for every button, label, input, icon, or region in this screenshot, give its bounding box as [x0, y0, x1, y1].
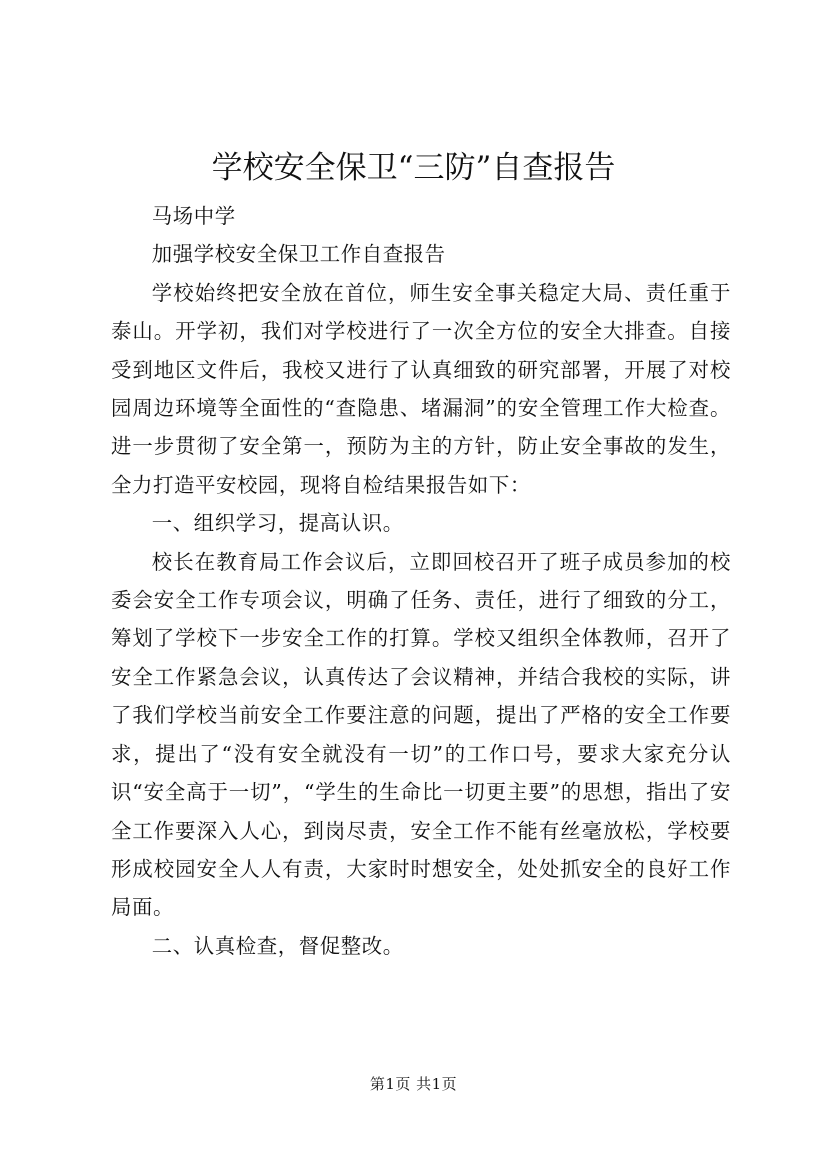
section-paragraph-1: 校长在教育局工作会议后，立即回校召开了班子成员参加的校委会安全工作专项会议，明确了任务、责任，进行了细致的分工，筹划了学校下一步安全工作的打算。学校又组织全体教师，召开了安全工作紧急会议，认真传达了会议精神，并结合我校的实际，讲了我们学校当前安全工作要注意的问题，提出了严格的安全工作要求，提出了“没有安全就没有一切”的工作口号，要求大家充分认识“安全高于一切”，“学生的生命比一切更主要”的思想，指出了安全工作要深入人心，到岗尽责，安全工作不能有丝毫放松，学校要形成校园安全人人有责，大家时时想安全，处处抓安全的良好工作局面。 [111, 549, 731, 920]
school-name: 马场中学 [151, 204, 236, 228]
section-heading-2: 二、认真检查，督促整改。 [151, 933, 404, 958]
intro-paragraph: 学校始终把安全放在首位，师生安全事关稳定大局、责任重于泰山。开学初，我们对学校进行了一次全方位的安全大排查。自接受到地区文件后，我校又进行了认真细致的研究部署，开展了对校园周边环境等全面性的“查隐患、堵漏洞”的安全管理工作大检查。进一步贯彻了安全第一，预防为主的方针，防止安全事故的发生，全力打造平安校园，现将自检结果报告如下： [111, 280, 731, 497]
report-subtitle: 加强学校安全保卫工作自查报告 [151, 242, 446, 267]
document-title: 学校安全保卫“三防”自查报告 [211, 150, 616, 186]
section-heading-1: 一、组织学习，提高认识。 [151, 511, 404, 536]
document-body [111, 197, 731, 965]
page-number-footer: 第1页 共1页 [369, 1075, 458, 1093]
